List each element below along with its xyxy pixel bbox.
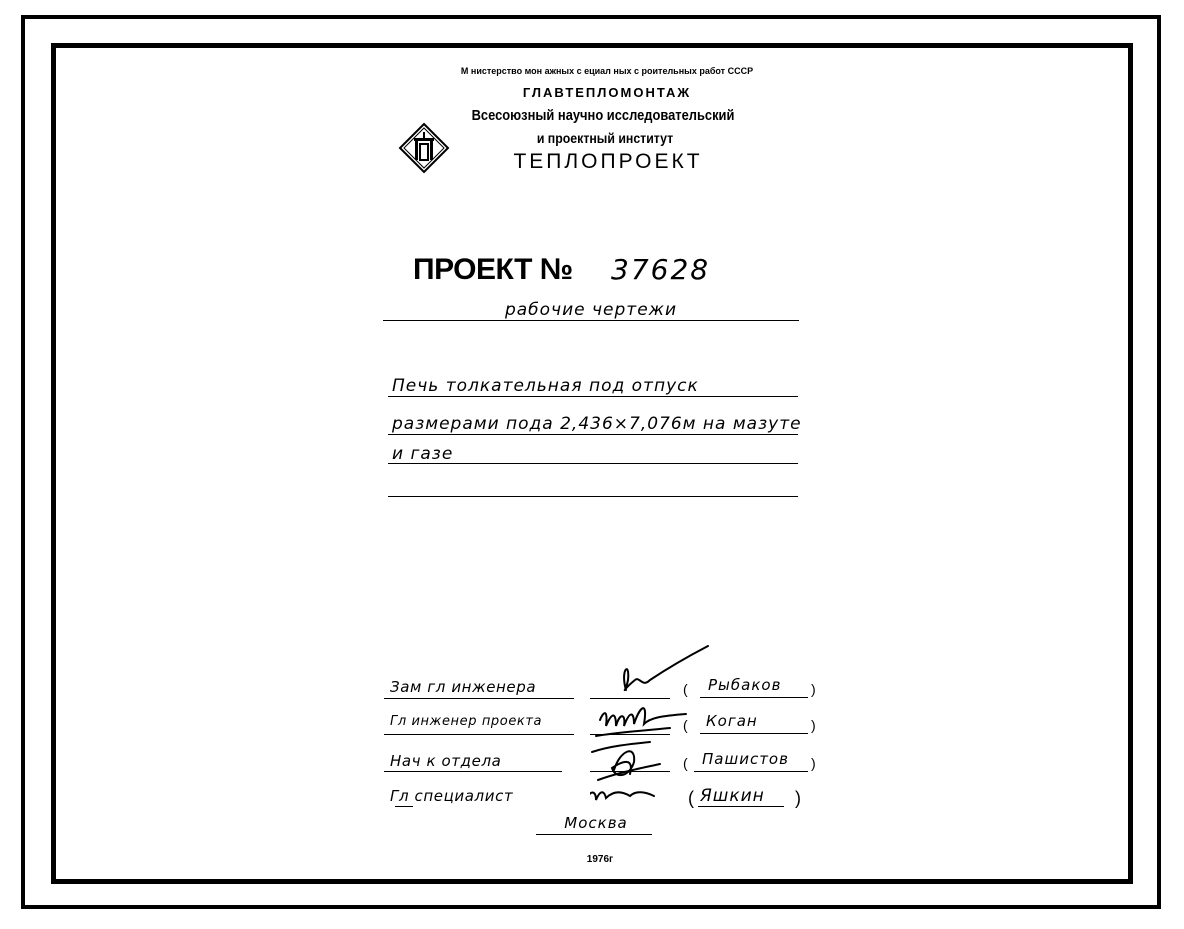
title-underline-4 bbox=[388, 496, 798, 497]
paren-open-1: ( bbox=[683, 681, 688, 697]
paren-open-3: ( bbox=[683, 755, 688, 771]
signature-name-4: Яшкин bbox=[700, 786, 765, 806]
position-underline-2 bbox=[384, 734, 574, 735]
position-underline-4 bbox=[395, 806, 413, 807]
project-stage: рабочие чертежи bbox=[504, 300, 678, 320]
paren-close-3: ) bbox=[811, 755, 816, 771]
signature-position-1: Зам гл инженера bbox=[390, 678, 537, 696]
city: Москва bbox=[564, 814, 628, 832]
signature-position-3: Нач к отдела bbox=[390, 752, 502, 770]
signature-position-2: Гл инженер проекта bbox=[390, 714, 543, 729]
glavk-name: ГЛАВТЕПЛОМОНТАЖ bbox=[522, 85, 692, 100]
paren-open-4: ( bbox=[688, 788, 694, 808]
year: 1976г bbox=[586, 854, 614, 865]
signature-position-4: Гл специалист bbox=[390, 787, 514, 805]
title-line-3: и газе bbox=[392, 444, 454, 464]
signature-name-1: Рыбаков bbox=[708, 676, 782, 694]
project-label: ПРОЕКТ № bbox=[413, 253, 573, 286]
handwritten-signatures bbox=[590, 640, 720, 810]
signature-name-2: Коган bbox=[706, 712, 758, 730]
title-underline-3 bbox=[388, 463, 798, 464]
paren-close-2: ) bbox=[811, 717, 816, 733]
title-line-1: Печь толкательная под отпуск bbox=[392, 376, 699, 396]
institute-line-2: и проектный институт bbox=[536, 130, 674, 146]
city-underline bbox=[536, 834, 652, 835]
position-underline-1 bbox=[384, 698, 574, 699]
teploproekt-logo-icon bbox=[398, 122, 450, 174]
title-underline-1 bbox=[388, 396, 798, 397]
signature-name-3: Пашистов bbox=[702, 750, 789, 768]
ministry-line: М нистерство мон ажных с ециал ных с роительных работ СССР bbox=[460, 66, 754, 76]
paren-close-1: ) bbox=[811, 681, 816, 697]
paren-close-4: ) bbox=[795, 788, 801, 808]
project-number: 37628 bbox=[611, 253, 711, 286]
stage-underline bbox=[383, 320, 799, 321]
institute-name: ТЕПЛОПРОЕКТ bbox=[513, 150, 703, 173]
title-line-2: размерами пода 2,436×7,076м на мазуте bbox=[392, 414, 802, 434]
title-underline-2 bbox=[388, 434, 798, 435]
position-underline-3 bbox=[384, 771, 562, 772]
paren-open-2: ( bbox=[683, 717, 688, 733]
institute-line-1: Всесоюзный научно исследовательский bbox=[471, 107, 735, 124]
